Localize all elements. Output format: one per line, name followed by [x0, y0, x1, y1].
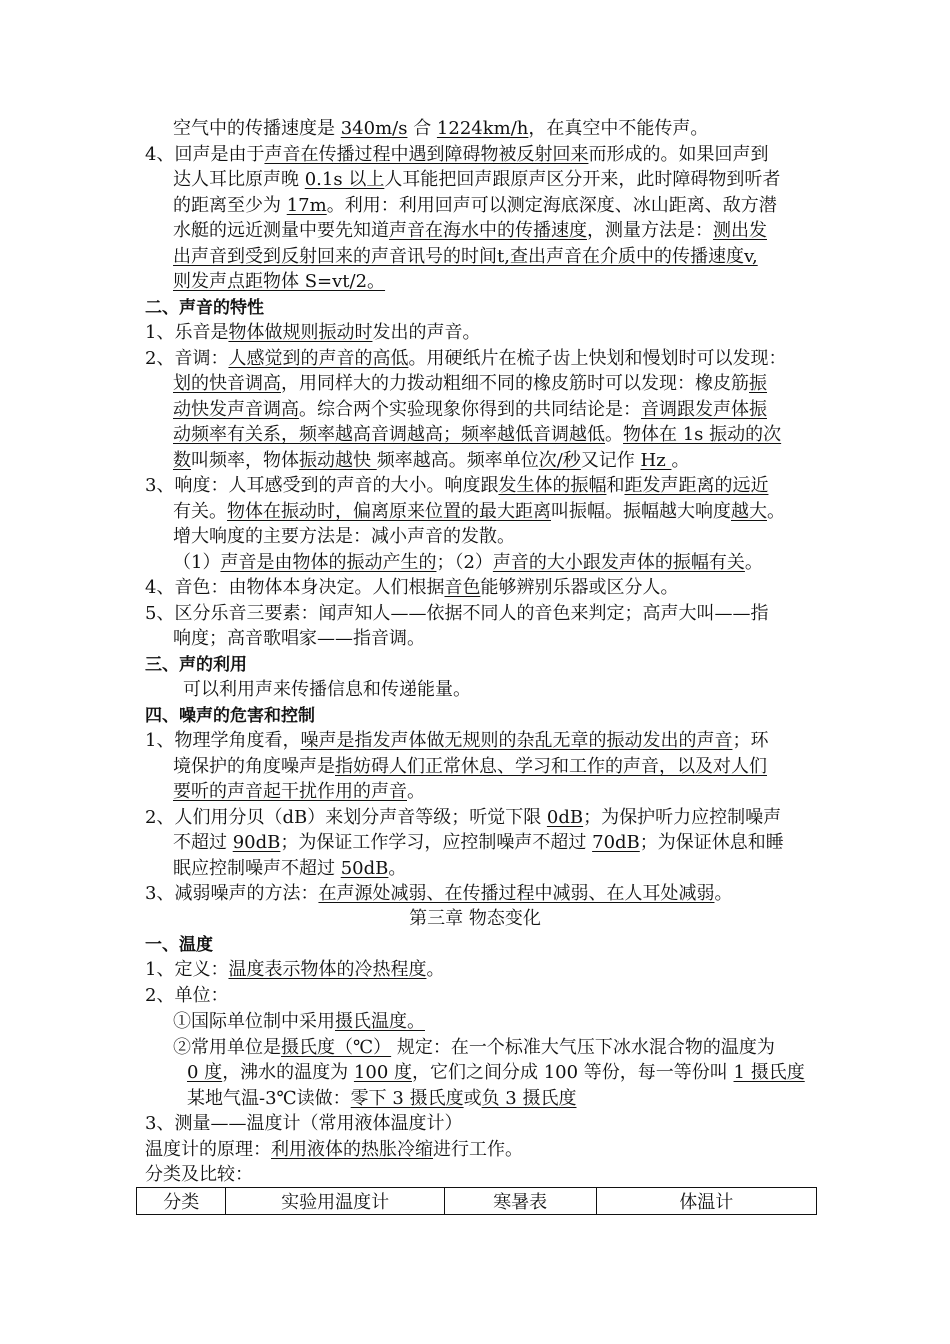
text-line	[173, 524, 515, 550]
text-span: 频率越高。频率单位	[376, 450, 539, 471]
text-span: 。用硬纸片在梳子齿上快划和慢划时可以发现：	[408, 348, 787, 369]
section-heading	[145, 295, 264, 321]
underlined-answer: 动快发声音调高	[173, 399, 299, 420]
text-span: 三、声的利用	[145, 655, 247, 675]
underlined-answer: 音调跟发声体振	[641, 399, 767, 420]
underlined-answer: 70dB	[592, 832, 640, 853]
text-line	[173, 1035, 775, 1061]
text-line	[173, 856, 406, 882]
underlined-answer: 音色	[444, 577, 481, 598]
text-span: 。	[671, 450, 690, 471]
text-span: 可以利用声来传播信息和传递能量。	[183, 679, 471, 700]
underlined-answer: 越大	[731, 501, 767, 522]
text-span: ②常用单位是	[173, 1037, 281, 1058]
table-header-cell: 寒暑表	[444, 1188, 596, 1215]
text-span: 分类及比较：	[145, 1164, 253, 1185]
underlined-answer: 指妨碍人们正常休息、学习和工作的声音，以及对人们	[335, 756, 767, 777]
underlined-answer: 测出发	[713, 220, 767, 241]
underlined-answer: 摄氏度（℃）	[281, 1037, 392, 1058]
text-span: 水艇的远近测量中要先知道	[173, 220, 389, 241]
text-span: 3、测量——温度计（常用液体温度计）	[145, 1113, 463, 1134]
underlined-answer: 温度表示物体的冷热程度	[228, 959, 427, 980]
underlined-answer: 数	[173, 450, 191, 471]
text-span: 境保护的角度噪声是	[173, 756, 335, 777]
section-heading	[145, 652, 247, 678]
underlined-answer: 在声源处减弱、在传播过程中减弱、在人耳处减弱	[318, 883, 715, 904]
text-line	[145, 957, 444, 983]
text-span: ①国际单位制中采用	[173, 1011, 335, 1032]
text-line	[145, 346, 786, 372]
text-span: 不超过	[173, 832, 233, 853]
underlined-answer: 要听的声音起干扰作用的声音	[173, 781, 407, 802]
text-line	[145, 142, 768, 168]
text-span: ；为保证休息和睡	[639, 832, 784, 853]
text-span: （1）	[173, 552, 221, 573]
text-span: 空气中的传播速度是	[173, 118, 341, 139]
text-span: ，在真空中不能传声。	[528, 118, 709, 139]
text-span: 合	[407, 118, 437, 139]
text-line	[173, 397, 767, 423]
section-heading	[145, 703, 315, 729]
text-span: 某地气温-3℃读做：	[187, 1088, 351, 1109]
text-span: 温度计的原理：	[145, 1139, 271, 1160]
text-span: 2、人们用分贝（dB）来划分声音等级；听觉下限	[145, 807, 547, 828]
text-span: 响度；高音歌唱家——指音调。	[173, 628, 425, 649]
text-span: 4、音色：由物体本身决定。人们根据	[145, 577, 445, 598]
table-header-cell: 分类	[137, 1188, 226, 1215]
underlined-answer: 振动越快	[299, 450, 377, 471]
text-line	[183, 677, 471, 703]
text-span: ；为保护听力应控制噪声	[583, 807, 782, 828]
text-span: 人耳能把回声跟原声区分开来，此时障碍物到听者	[384, 169, 781, 190]
text-line	[187, 1060, 805, 1086]
underlined-answer: 声音在传播过程中遇到障碍物被反射回来	[264, 144, 589, 165]
text-line	[173, 830, 784, 856]
underlined-answer: 17m	[286, 195, 327, 216]
text-span: 规定：在一个标准大气压下冰水混合物的温度为	[391, 1037, 775, 1058]
text-span: 。	[744, 552, 763, 573]
table-header-cell: 体温计	[596, 1188, 816, 1215]
text-span: 5、区分乐音三要素：闻声知人——依据不同人的音色来判定；高声大叫——指	[145, 603, 769, 624]
underlined-answer: 物体在振动时，偏离原来位置的最大距离	[227, 501, 551, 522]
underlined-answer: 次/秒	[538, 450, 581, 471]
underlined-answer: 划的快音调高	[173, 373, 281, 394]
text-line	[173, 167, 780, 193]
text-line	[173, 1009, 425, 1035]
comparison-table	[136, 1187, 817, 1215]
text-line	[173, 779, 425, 805]
text-line	[173, 448, 689, 474]
text-span: 。	[407, 781, 425, 802]
text-span: ，测量方法是：	[587, 220, 713, 241]
text-span: 。	[605, 424, 623, 445]
text-span: 或	[463, 1088, 482, 1109]
text-span: 又记作	[580, 450, 641, 471]
text-span: 3、响度：人耳感受到的声音的大小。响度跟	[145, 475, 499, 496]
underlined-answer: 利用液体的热胀冷缩	[271, 1139, 433, 1160]
text-span: 的距离至少为	[173, 195, 287, 216]
table-header-row	[137, 1188, 817, 1215]
underlined-answer: 0dB	[546, 807, 584, 828]
underlined-answer: 声音的大小跟发声体的振幅有关	[492, 552, 745, 573]
text-line	[145, 1162, 253, 1188]
text-line	[173, 626, 425, 652]
text-line	[145, 728, 768, 754]
underlined-answer: 出声音到受到反射回来的声音讯号的时间t,查出声音在介质中的传播速度v,	[173, 246, 758, 267]
underlined-answer: 340m/s	[340, 118, 408, 139]
text-line	[145, 575, 678, 601]
underlined-answer: 声音在海水中的传播速度	[389, 220, 587, 241]
underlined-answer: 则发声点距物体 S=vt/2。	[173, 271, 386, 292]
text-span: 达人耳比原声晚	[173, 169, 305, 190]
text-line	[173, 244, 758, 270]
text-span: 。综合两个实验现象你得到的共同结论是：	[299, 399, 641, 420]
underlined-answer: 零下 3 摄氏度	[350, 1088, 464, 1109]
text-line	[145, 320, 480, 346]
text-span: 和	[606, 475, 625, 496]
text-line	[173, 218, 767, 244]
underlined-answer: 负 3 摄氏度	[481, 1088, 577, 1109]
underlined-answer: 90dB	[232, 832, 281, 853]
text-span: 1、定义：	[145, 959, 229, 980]
text-line	[187, 1086, 576, 1112]
text-span: 四、噪声的危害和控制	[145, 706, 315, 726]
text-span: ；（2）	[436, 552, 493, 573]
text-span: 。	[426, 959, 445, 980]
text-line	[145, 881, 732, 907]
text-span: 进行工作。	[433, 1139, 523, 1160]
underlined-answer: 1 摄氏度	[733, 1062, 805, 1083]
text-span: 2、音调：	[145, 348, 229, 369]
text-span: ，沸水的温度为	[222, 1062, 354, 1083]
underlined-answer: 噪声是指发声体做无规则的杂乱无章的振动发出的声音	[300, 730, 733, 751]
text-span: 2、单位：	[145, 985, 229, 1006]
text-span: 能够辨别乐器或区分人。	[480, 577, 679, 598]
text-span: ，用同样大的力拨动粗细不同的橡皮筋时可以发现：橡皮筋	[281, 373, 749, 394]
underlined-answer: Hz	[640, 450, 672, 471]
text-line	[145, 983, 228, 1009]
text-line	[173, 193, 777, 219]
text-span: 4、回声是由于	[145, 144, 265, 165]
underlined-answer: 50dB	[340, 858, 389, 879]
text-span: 一、温度	[145, 935, 213, 955]
text-line	[145, 473, 768, 499]
text-line	[145, 805, 781, 831]
underlined-answer: 1224km/h	[436, 118, 529, 139]
text-span: 1、乐音是	[145, 322, 229, 343]
text-span: 1、物理学角度看，	[145, 730, 301, 751]
text-span: 3、减弱噪声的方法：	[145, 883, 319, 904]
text-span: 有关。	[173, 501, 227, 522]
underlined-answer: 0 度	[187, 1062, 223, 1083]
text-span: 叫频率，物体	[191, 450, 299, 471]
section-heading	[145, 932, 213, 958]
underlined-answer: 100 度	[353, 1062, 412, 1083]
text-span: 。利用：利用回声可以测定海底深度、冰山距离、敌方潜	[326, 195, 777, 216]
text-span: ，它们之间分成 100 等份，每一等份叫	[412, 1062, 734, 1083]
text-line	[145, 1137, 523, 1163]
text-span: 。	[714, 883, 733, 904]
text-span: 。	[388, 858, 407, 879]
text-span: 增大响度的主要方法是：减小声音的发散。	[173, 526, 515, 547]
underlined-answer: 动频率有关系，频率越高音调越高；频率越低音调越低	[173, 424, 605, 445]
text-line	[173, 269, 385, 295]
underlined-answer: 物体在 1s 振动的次	[623, 424, 782, 445]
text-line	[173, 116, 708, 142]
text-span: 发出的声音。	[372, 322, 481, 343]
text-line	[173, 371, 767, 397]
text-line	[173, 499, 785, 525]
underlined-answer: 振	[749, 373, 767, 394]
chapter-title: 第三章 物态变化	[409, 908, 541, 929]
underlined-answer: 距发声距离的远近	[624, 475, 769, 496]
underlined-answer: 物体做规则振动时	[228, 322, 373, 343]
text-line	[173, 422, 781, 448]
text-line	[145, 1111, 462, 1137]
underlined-answer: 0.1s 以上	[304, 169, 385, 190]
table-header-cell: 实验用温度计	[226, 1188, 444, 1215]
underlined-answer: 声音是由物体的振动产生的	[220, 552, 437, 573]
text-line	[145, 601, 768, 627]
text-span: 眠应控制噪声不超过	[173, 858, 341, 879]
text-span: 。	[767, 501, 785, 522]
text-span: 二、声音的特性	[145, 298, 264, 318]
text-span: ；为保证工作学习，应控制噪声不超过	[280, 832, 593, 853]
underlined-answer: 发生体的振幅	[498, 475, 607, 496]
text-span: 叫振幅。振幅越大响度	[551, 501, 731, 522]
underlined-answer: 人感觉到的声音的高低	[228, 348, 409, 369]
underlined-answer: 摄氏温度。	[335, 1011, 425, 1032]
text-line	[173, 754, 767, 780]
text-span: ；环	[732, 730, 769, 751]
text-line	[173, 550, 763, 576]
text-span: 而形成的。如果回声到	[588, 144, 769, 165]
